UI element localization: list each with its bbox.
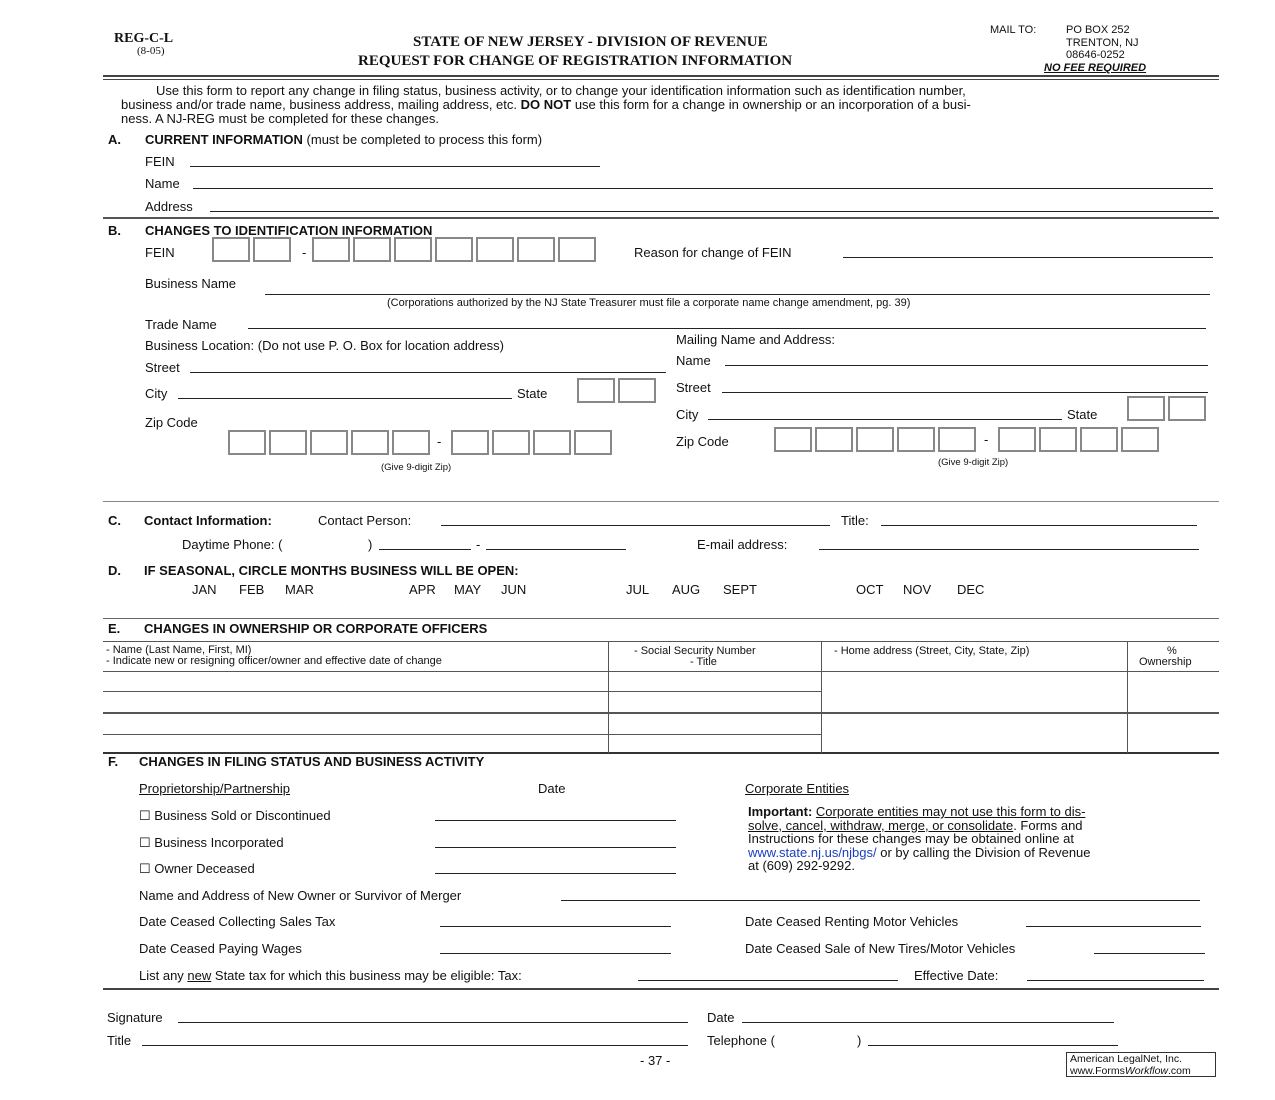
mail-city-label: City bbox=[676, 407, 699, 422]
tires-label: Date Ceased Sale of New Tires/Motor Vehicles bbox=[745, 941, 1016, 956]
mail-name-field[interactable] bbox=[725, 365, 1208, 366]
col-address-header: - Home address (Street, City, State, Zip) bbox=[834, 645, 1030, 657]
a-address-field[interactable] bbox=[210, 211, 1213, 212]
intro-text: use this form for a change in ownership or an incorporation of a busi- bbox=[574, 97, 971, 112]
month-apr[interactable]: APR bbox=[409, 582, 436, 597]
signature-label: Signature bbox=[107, 1010, 163, 1025]
mail-zip-box[interactable] bbox=[1039, 427, 1077, 452]
motor-field[interactable] bbox=[1026, 926, 1201, 927]
new-tax-text: new bbox=[187, 968, 212, 983]
sign-date-field[interactable] bbox=[742, 1022, 1114, 1023]
prop-heading: Proprietorship/Partnership bbox=[139, 781, 291, 796]
contact-title-field[interactable] bbox=[881, 525, 1197, 526]
loc-state-box[interactable] bbox=[577, 378, 615, 403]
signer-title-field[interactable] bbox=[142, 1045, 688, 1046]
signer-title-label: Title bbox=[107, 1033, 132, 1048]
section-e-title: CHANGES IN OWNERSHIP OR CORPORATE OFFICERS bbox=[144, 621, 488, 636]
section-b-letter: B. bbox=[108, 223, 121, 238]
table-border bbox=[1127, 641, 1128, 753]
a-name-label: Name bbox=[145, 176, 180, 191]
mail-line2: TRENTON, NJ bbox=[1066, 37, 1139, 49]
mail-zip-dash: - bbox=[984, 432, 989, 447]
mail-zip-box[interactable] bbox=[1080, 427, 1118, 452]
mail-name-label: Name bbox=[676, 353, 711, 368]
tires-field[interactable] bbox=[1094, 953, 1205, 954]
contact-person-label: Contact Person: bbox=[318, 513, 412, 528]
section-rule bbox=[103, 501, 1219, 502]
a-address-label: Address bbox=[145, 199, 193, 214]
month-feb[interactable]: FEB bbox=[239, 582, 265, 597]
phone-prefix-field[interactable] bbox=[379, 549, 471, 550]
publisher-name: American LegalNet, Inc. bbox=[1070, 1053, 1183, 1065]
loc-zip-box[interactable] bbox=[492, 430, 530, 455]
table-border bbox=[103, 691, 821, 692]
mail-state-box[interactable] bbox=[1127, 396, 1165, 421]
fein-digit-box[interactable] bbox=[476, 237, 514, 262]
loc-zip-note: (Give 9-digit Zip) bbox=[381, 462, 452, 473]
new-tax-text: List any bbox=[139, 968, 188, 983]
section-rule bbox=[103, 988, 1219, 990]
section-a-letter: A. bbox=[108, 132, 121, 147]
mail-zip-box[interactable] bbox=[856, 427, 894, 452]
check-deceased[interactable]: ☐ Owner Deceased bbox=[139, 861, 255, 876]
important-text: or by calling the Division of Revenue bbox=[876, 844, 1091, 860]
section-b-title: CHANGES TO IDENTIFICATION INFORMATION bbox=[145, 223, 433, 238]
table-border bbox=[821, 641, 822, 753]
col-name-subheader: - Indicate new or resigning officer/owner and effective date of change bbox=[106, 655, 442, 667]
section-c-title: Contact Information: bbox=[144, 513, 272, 528]
wages-field[interactable] bbox=[440, 953, 671, 954]
check-sold[interactable]: ☐ Business Sold or Discontinued bbox=[139, 808, 331, 823]
loc-zip-box[interactable] bbox=[228, 430, 266, 455]
fein-digit-box[interactable] bbox=[353, 237, 391, 262]
telephone-label: Telephone ( bbox=[707, 1033, 775, 1048]
form-id: REG-C-L bbox=[114, 31, 174, 46]
incorporated-date-field[interactable] bbox=[435, 847, 676, 848]
phone-line-field[interactable] bbox=[486, 549, 626, 550]
month-aug[interactable]: AUG bbox=[672, 582, 701, 597]
fein-dash: - bbox=[302, 245, 307, 260]
loc-zip-box[interactable] bbox=[451, 430, 489, 455]
sign-date-label: Date bbox=[707, 1010, 735, 1025]
loc-street-label: Street bbox=[145, 360, 180, 375]
fein-digit-box[interactable] bbox=[558, 237, 596, 262]
business-name-label: Business Name bbox=[145, 276, 237, 291]
signature-field[interactable] bbox=[178, 1022, 688, 1023]
col-ownership-header: Ownership bbox=[1139, 656, 1192, 668]
intro-line1: Use this form to report any change in filing status, business activity, or to change your identification information such as identification number, bbox=[156, 83, 966, 98]
loc-state-box[interactable] bbox=[618, 378, 656, 403]
mail-to-label: MAIL TO: bbox=[990, 24, 1037, 36]
mail-line1: PO BOX 252 bbox=[1066, 24, 1130, 36]
contact-title-label: Title: bbox=[841, 513, 869, 528]
email-field[interactable] bbox=[819, 549, 1199, 550]
fein-reason-label: Reason for change of FEIN bbox=[634, 245, 792, 260]
section-rule bbox=[103, 618, 1219, 619]
deceased-date-field[interactable] bbox=[435, 873, 676, 874]
important-note bbox=[748, 805, 1091, 873]
new-tax-text: State tax for which this business may be eligible: Tax: bbox=[211, 968, 522, 983]
month-oct[interactable]: OCT bbox=[856, 582, 884, 597]
mail-zip-note: (Give 9-digit Zip) bbox=[938, 457, 1009, 468]
fein-reason-field[interactable] bbox=[843, 257, 1213, 258]
col-title-header: - Title bbox=[690, 656, 717, 668]
publisher-url-part: www.Forms bbox=[1070, 1064, 1125, 1077]
header-rule bbox=[103, 75, 1219, 80]
b-fein-label: FEIN bbox=[145, 245, 175, 260]
col-ssn-header: - Social Security Number bbox=[634, 645, 756, 657]
publisher-url-part: .com bbox=[1168, 1064, 1191, 1077]
section-rule bbox=[103, 217, 1219, 219]
section-c-letter: C. bbox=[108, 513, 121, 528]
sales-tax-field[interactable] bbox=[440, 926, 671, 927]
corp-name-note: (Corporations authorized by the NJ State Treasurer must file a corporate name change amendment, pg. 39) bbox=[387, 297, 911, 309]
publisher-url-part: Workflow bbox=[1124, 1064, 1169, 1077]
new-owner-field[interactable] bbox=[561, 900, 1200, 901]
mail-street-field[interactable] bbox=[722, 392, 1208, 393]
month-mar[interactable]: MAR bbox=[285, 582, 314, 597]
important-text: solve, cancel, withdraw, merge, or consolidate bbox=[748, 817, 1014, 833]
loc-zip-dash: - bbox=[437, 434, 442, 449]
loc-zip-box[interactable] bbox=[533, 430, 571, 455]
section-f-title: CHANGES IN FILING STATUS AND BUSINESS ACTIVITY bbox=[139, 754, 485, 769]
phone-paren: ) bbox=[368, 537, 373, 552]
publisher-url bbox=[1070, 1066, 1212, 1078]
fein-digit-box[interactable] bbox=[394, 237, 432, 262]
mail-zip-box[interactable] bbox=[774, 427, 812, 452]
mail-street-label: Street bbox=[676, 380, 711, 395]
business-name-field[interactable] bbox=[265, 294, 1210, 295]
month-may[interactable]: MAY bbox=[454, 582, 482, 597]
important-label: Important: bbox=[748, 804, 813, 819]
a-fein-label: FEIN bbox=[145, 154, 175, 169]
mail-zip-box[interactable] bbox=[938, 427, 976, 452]
a-fein-field[interactable] bbox=[190, 166, 600, 167]
loc-city-field[interactable] bbox=[178, 398, 512, 399]
section-d-title: IF SEASONAL, CIRCLE MONTHS BUSINESS WILL BE OPEN: bbox=[144, 563, 519, 578]
fein-digit-box[interactable] bbox=[212, 237, 250, 262]
corp-heading: Corporate Entities bbox=[745, 781, 850, 796]
month-jun[interactable]: JUN bbox=[501, 582, 527, 597]
table-border bbox=[103, 712, 1219, 714]
col-name-header: - Name (Last Name, First, MI) bbox=[106, 644, 252, 656]
motor-label: Date Ceased Renting Motor Vehicles bbox=[745, 914, 959, 929]
loc-zip-box[interactable] bbox=[310, 430, 348, 455]
section-f-letter: F. bbox=[108, 754, 119, 769]
trade-name-field[interactable] bbox=[248, 328, 1206, 329]
mail-line3: 08646-0252 bbox=[1066, 49, 1125, 61]
section-d-letter: D. bbox=[108, 563, 121, 578]
page-number: - 37 - bbox=[640, 1053, 671, 1068]
check-label: Business Incorporated bbox=[154, 835, 284, 850]
fein-digit-box[interactable] bbox=[253, 237, 291, 262]
new-owner-label: Name and Address of New Owner or Survivor of Merger bbox=[139, 888, 462, 903]
table-border bbox=[103, 671, 1219, 672]
mail-zip-box[interactable] bbox=[1121, 427, 1159, 452]
table-border bbox=[103, 734, 821, 735]
trade-name-label: Trade Name bbox=[145, 317, 217, 332]
loc-zip-box[interactable] bbox=[351, 430, 389, 455]
check-label: Business Sold or Discontinued bbox=[154, 808, 331, 823]
section-a-title: CURRENT INFORMATION bbox=[145, 132, 303, 147]
mail-zip-box[interactable] bbox=[998, 427, 1036, 452]
important-text: Instructions for these changes may be obtained online at bbox=[748, 831, 1074, 846]
wages-label: Date Ceased Paying Wages bbox=[139, 941, 302, 956]
phone-dash: - bbox=[476, 537, 481, 552]
check-label: Owner Deceased bbox=[154, 861, 255, 876]
telephone-field[interactable] bbox=[868, 1045, 1118, 1046]
loc-zip-label: Zip Code bbox=[145, 415, 198, 430]
month-jul[interactable]: JUL bbox=[626, 582, 650, 597]
loc-city-label: City bbox=[145, 386, 168, 401]
contact-person-field[interactable] bbox=[441, 525, 830, 526]
mailing-label: Mailing Name and Address: bbox=[676, 332, 835, 347]
section-a-heading bbox=[145, 133, 542, 147]
table-border bbox=[103, 641, 1219, 642]
sales-tax-label: Date Ceased Collecting Sales Tax bbox=[139, 914, 336, 929]
section-a-note: (must be completed to process this form) bbox=[306, 132, 543, 147]
loc-zip-box[interactable] bbox=[574, 430, 612, 455]
title-line1: STATE OF NEW JERSEY - DIVISION OF REVENUE bbox=[413, 34, 768, 50]
section-e-letter: E. bbox=[108, 621, 121, 636]
fein-digit-box[interactable] bbox=[435, 237, 473, 262]
a-name-field[interactable] bbox=[193, 188, 1213, 189]
intro-do-not: DO NOT bbox=[520, 97, 572, 112]
effective-date-field[interactable] bbox=[1027, 980, 1204, 981]
new-tax-field[interactable] bbox=[638, 980, 898, 981]
intro-text: business and/or trade name, business address, mailing address, etc. bbox=[121, 97, 517, 112]
publisher-box bbox=[1066, 1052, 1216, 1077]
no-fee-label: NO FEE REQUIRED bbox=[1044, 62, 1147, 74]
important-text: at (609) 292-9292. bbox=[748, 858, 855, 873]
col-pct-header: % bbox=[1167, 645, 1177, 657]
important-text: Corporate entities may not use this form to dis- bbox=[815, 804, 1086, 819]
mail-state-label: State bbox=[1067, 407, 1098, 422]
month-jan[interactable]: JAN bbox=[192, 582, 217, 597]
month-sept[interactable]: SEPT bbox=[723, 582, 757, 597]
njbgs-link[interactable]: www.state.nj.us/njbgs/ bbox=[748, 844, 877, 860]
form-revision: (8-05) bbox=[137, 45, 165, 57]
loc-state-label: State bbox=[517, 386, 548, 401]
month-dec[interactable]: DEC bbox=[957, 582, 985, 597]
sold-date-field[interactable] bbox=[435, 820, 676, 821]
date-heading: Date bbox=[538, 781, 566, 796]
title-line2: REQUEST FOR CHANGE OF REGISTRATION INFORMATION bbox=[358, 53, 793, 69]
business-location-label: Business Location: (Do not use P. O. Box for location address) bbox=[145, 338, 504, 353]
mail-zip-box[interactable] bbox=[897, 427, 935, 452]
mail-zip-label: Zip Code bbox=[676, 434, 729, 449]
important-text: . Forms and bbox=[1013, 817, 1083, 833]
intro-line3: ness. A NJ-REG must be completed for these changes. bbox=[121, 111, 439, 126]
mail-zip-box[interactable] bbox=[815, 427, 853, 452]
table-border bbox=[608, 641, 609, 753]
fein-digit-box[interactable] bbox=[517, 237, 555, 262]
mail-state-box[interactable] bbox=[1168, 396, 1206, 421]
loc-zip-box[interactable] bbox=[392, 430, 430, 455]
loc-street-field[interactable] bbox=[190, 372, 666, 373]
month-nov[interactable]: NOV bbox=[903, 582, 932, 597]
fein-digit-box[interactable] bbox=[312, 237, 350, 262]
daytime-phone-label: Daytime Phone: ( bbox=[182, 537, 283, 552]
loc-zip-box[interactable] bbox=[269, 430, 307, 455]
telephone-paren: ) bbox=[857, 1033, 862, 1048]
new-tax-label bbox=[139, 969, 522, 983]
mail-city-field[interactable] bbox=[708, 419, 1062, 420]
check-incorporated[interactable]: ☐ Business Incorporated bbox=[139, 835, 284, 850]
email-label: E-mail address: bbox=[697, 537, 788, 552]
effective-date-label: Effective Date: bbox=[914, 968, 999, 983]
